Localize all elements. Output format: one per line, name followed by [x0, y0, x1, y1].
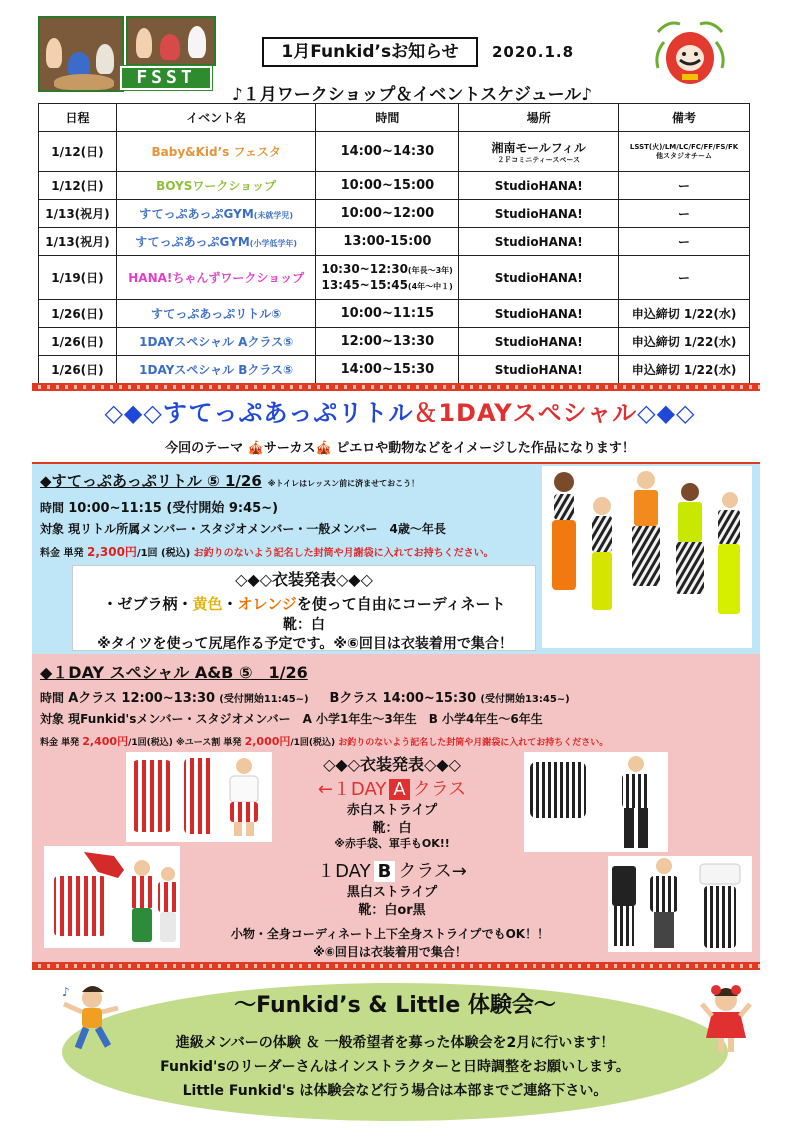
class-b-pre: １DAY [317, 861, 371, 882]
time-label: 時間 [40, 691, 65, 705]
row-place: StudioHANA! [459, 228, 619, 256]
table-row [39, 356, 750, 384]
row-note: ー [619, 256, 750, 300]
row-date: 1/13(祝月) [39, 200, 117, 228]
row-date: 1/26(日) [39, 300, 117, 328]
fee-value: 2,400円 [82, 735, 129, 748]
fee-value: 2,300円 [86, 545, 137, 559]
little-costume-title: ◇◆◇衣装発表◇◆◇ [235, 570, 373, 589]
heading-mid: 1DAYスペシャル [438, 399, 638, 427]
table-row [39, 256, 750, 300]
time-line2: 13:45~15:45 [321, 277, 408, 292]
row-date: 1/26(日) [39, 356, 117, 384]
class-b-image-bottom [608, 856, 752, 952]
little-time [40, 497, 278, 516]
oneday-title: ◆１DAY スペシャル A&B ⑤ 1/26 [40, 663, 308, 682]
row-event: BOYSワークショップ [116, 172, 316, 200]
table-row [39, 300, 750, 328]
table-row [39, 172, 750, 200]
event-name: すてっぷあっぷGYM [135, 235, 250, 249]
event-note: (未就学児) [253, 211, 294, 220]
class-a-image-top [126, 752, 272, 842]
costume-pre: ・ゼブラ柄・ [102, 595, 193, 613]
little-shoes: 靴：白 [283, 617, 325, 633]
page-date: 2020.1.8 [492, 43, 575, 61]
time-label: 時間 [40, 501, 65, 515]
fee-rest: /1回(税込) [128, 738, 173, 748]
costume-mid: ・ [222, 595, 238, 613]
col-note: 備考 [619, 104, 750, 132]
class-a-image-bottom [44, 846, 180, 948]
col-place: 場所 [459, 104, 619, 132]
row-date: 1/19(日) [39, 256, 117, 300]
row-note: 申込締切 1/22(水) [619, 328, 750, 356]
event-note: (小学低学年) [249, 239, 298, 248]
costume-post: を使って自由にコーディネート [296, 595, 506, 613]
class-b-post: クラス→ [398, 861, 467, 882]
table-row [39, 132, 750, 172]
row-event: すてっぷあっぷリトル⑤ [116, 300, 316, 328]
little-fee [40, 543, 494, 560]
row-note: ー [619, 172, 750, 200]
row-note [619, 132, 750, 172]
time-b: Bクラス 14:00~15:30 [329, 691, 477, 706]
row-place: StudioHANA! [459, 256, 619, 300]
event-name: すてっぷあっぷGYM [139, 207, 254, 221]
header-photo-right [126, 16, 216, 66]
class-b-heading [262, 857, 522, 883]
oneday-costume-title: ◇◆◇衣装発表◇◆◇ [323, 755, 461, 774]
place-name: 湘南モールフィル [491, 140, 586, 155]
class-a-shoes: 靴：白 [372, 821, 412, 836]
col-event: イベント名 [116, 104, 316, 132]
fsst-logo: FSST [120, 66, 212, 90]
divider-bottom [32, 962, 760, 970]
oneday-target: 対象 現Funkid'sメンバー・スタジオメンバー A 小学1年生〜3年生 B 小学4年生〜6年生 [40, 712, 543, 726]
row-date: 1/12(日) [39, 172, 117, 200]
costume-orange: オレンジ [237, 595, 297, 613]
class-a-note: ※赤手袋、軍手もOK!! [334, 837, 450, 850]
little-title-row [40, 470, 419, 491]
oneday-bottom-note1: 小物・全身コーディネート上下全身ストライプでもOK！！ [230, 927, 550, 941]
row-event [116, 228, 316, 256]
oneday-time [40, 687, 570, 706]
row-event [116, 200, 316, 228]
row-time: 10:00~12:00 [316, 200, 459, 228]
little-costume-desc [72, 593, 536, 614]
row-note: ー [619, 228, 750, 256]
fee-note: お釣りのないよう記名した封筒や月謝袋に入れてお持ちください。 [338, 738, 609, 748]
class-b-image-top [524, 752, 668, 852]
row-time: 12:00~13:30 [316, 328, 459, 356]
time-a: Aクラス 12:00~13:30 [68, 691, 216, 706]
heading-pre: ◇◆◇すてっぷあっぷリトル [104, 399, 414, 427]
svg-text:♪: ♪ [62, 985, 70, 999]
place-sub: ２Ｆコミニティースペース [497, 155, 581, 164]
note-line2: 他スタジオチーム [656, 151, 713, 160]
time-line1-note: (年長〜3年) [407, 265, 453, 275]
oneday-fee [40, 733, 608, 749]
row-event: Baby&Kid’s フェスタ [116, 132, 316, 172]
row-note: ー [619, 200, 750, 228]
little-note: ※タイツを使って尻尾作る予定です。※⑥回目は衣装着用で集合！ [97, 636, 513, 652]
costume-yellow: 黄色 [192, 595, 223, 613]
row-event: HANA!ちゃんずワークショップ [116, 256, 316, 300]
fee-youth-rest: /1回(税込) [290, 738, 336, 748]
class-b-letter: B [374, 861, 396, 882]
daruma-icon [652, 18, 730, 90]
table-row [39, 200, 750, 228]
fee-youth-value: 2,000円 [244, 735, 291, 748]
header-photo-left [38, 16, 124, 92]
oneday-bottom-note2: ※⑥回目は衣装着用で集合！ [313, 945, 467, 959]
time-line1: 10:30~12:30 [321, 261, 408, 276]
class-a-heading [262, 775, 522, 801]
class-b-desc: 黒白ストライプ [346, 885, 438, 900]
trial-line3: Little Funkid's は体験会など行う場合は本部までご連絡下さい。 [182, 1083, 608, 1099]
time-a-note: (受付開始11:45~) [219, 694, 309, 705]
class-a-desc: 赤白ストライプ [346, 803, 438, 818]
schedule-table [38, 103, 750, 384]
row-place: StudioHANA! [459, 300, 619, 328]
special-heading [90, 393, 710, 428]
row-place: StudioHANA! [459, 328, 619, 356]
time-b-note: (受付開始13:45~) [480, 694, 570, 705]
row-time: 13:00-15:00 [316, 228, 459, 256]
row-event: 1DAYスペシャル Aクラス⑤ [116, 328, 316, 356]
table-row [39, 328, 750, 356]
row-time: 10:00~11:15 [316, 300, 459, 328]
heading-post: ◇◆◇ [637, 399, 696, 427]
fee-note: お釣りのないよう記名した封筒や月謝袋に入れてお持ちください。 [193, 548, 494, 559]
fee-label: 料金 単発 [40, 548, 84, 559]
table-row [39, 228, 750, 256]
row-place: StudioHANA! [459, 172, 619, 200]
col-date: 日程 [39, 104, 117, 132]
dancer-boy-icon [58, 982, 122, 1052]
little-title: ◆すてっぷあっぷリトル ⑤ 1/26 [40, 472, 262, 490]
class-a-letter: A [389, 779, 409, 800]
heading-amp: ＆ [413, 399, 439, 427]
table-header-row [39, 104, 750, 132]
trial-line1: 進級メンバーの体験 ＆ 一般希望者を募った体験会を2月に行います！ [175, 1035, 615, 1051]
row-date: 1/13(祝月) [39, 228, 117, 256]
theme-text: 今回のテーマ 🎪サーカス🎪 ピエロや動物などをイメージした作品になります！ [165, 441, 635, 456]
fee-rest: /1回 (税込) [136, 548, 191, 559]
row-time: 14:00~14:30 [316, 132, 459, 172]
row-time [316, 256, 459, 300]
little-target: 対象 現リトル所属メンバー・スタジオメンバー・一般メンバー 4歳〜年長 [40, 522, 446, 536]
trial-line2: Funkid'sのリーダーさんはインストラクターと日時調整をお願いします。 [160, 1059, 630, 1075]
row-date: 1/26(日) [39, 328, 117, 356]
fee-youth-label: ※ユース割 単発 [176, 738, 242, 748]
page-title: 1月Funkid’sお知らせ [262, 37, 478, 67]
time-line2-note: (4年〜中１) [407, 281, 453, 291]
time-value: 10:00~11:15 (受付開始 9:45~) [68, 501, 279, 516]
fee-label: 料金 単発 [40, 738, 80, 748]
row-time: 14:00~15:30 [316, 356, 459, 384]
note-line1: LSST(火)/LM/LC/FC/FF/FS/FK [629, 142, 739, 151]
divider-top [32, 383, 760, 391]
little-costume-image [542, 466, 752, 648]
row-time: 10:00~15:00 [316, 172, 459, 200]
row-date: 1/12(日) [39, 132, 117, 172]
class-b-shoes: 靴：白or黒 [358, 903, 426, 918]
col-time: 時間 [316, 104, 459, 132]
dancer-girl-icon [698, 984, 754, 1054]
row-event: 1DAYスペシャル Bクラス⑤ [116, 356, 316, 384]
row-place: StudioHANA! [459, 200, 619, 228]
row-place [459, 132, 619, 172]
row-note: 申込締切 1/22(水) [619, 300, 750, 328]
trial-title: 〜Funkid’s & Little 体験会〜 [234, 993, 556, 1018]
row-note: 申込締切 1/22(水) [619, 356, 750, 384]
row-place: StudioHANA! [459, 356, 619, 384]
schedule-title: ♪１月ワークショップ＆イベントスケジュール♪ [231, 85, 593, 105]
class-a-post: クラス [412, 779, 467, 800]
little-title-note: ※トイレはレッスン前に済ませておこう！ [267, 479, 420, 488]
class-a-pre: ←１DAY [317, 779, 387, 800]
